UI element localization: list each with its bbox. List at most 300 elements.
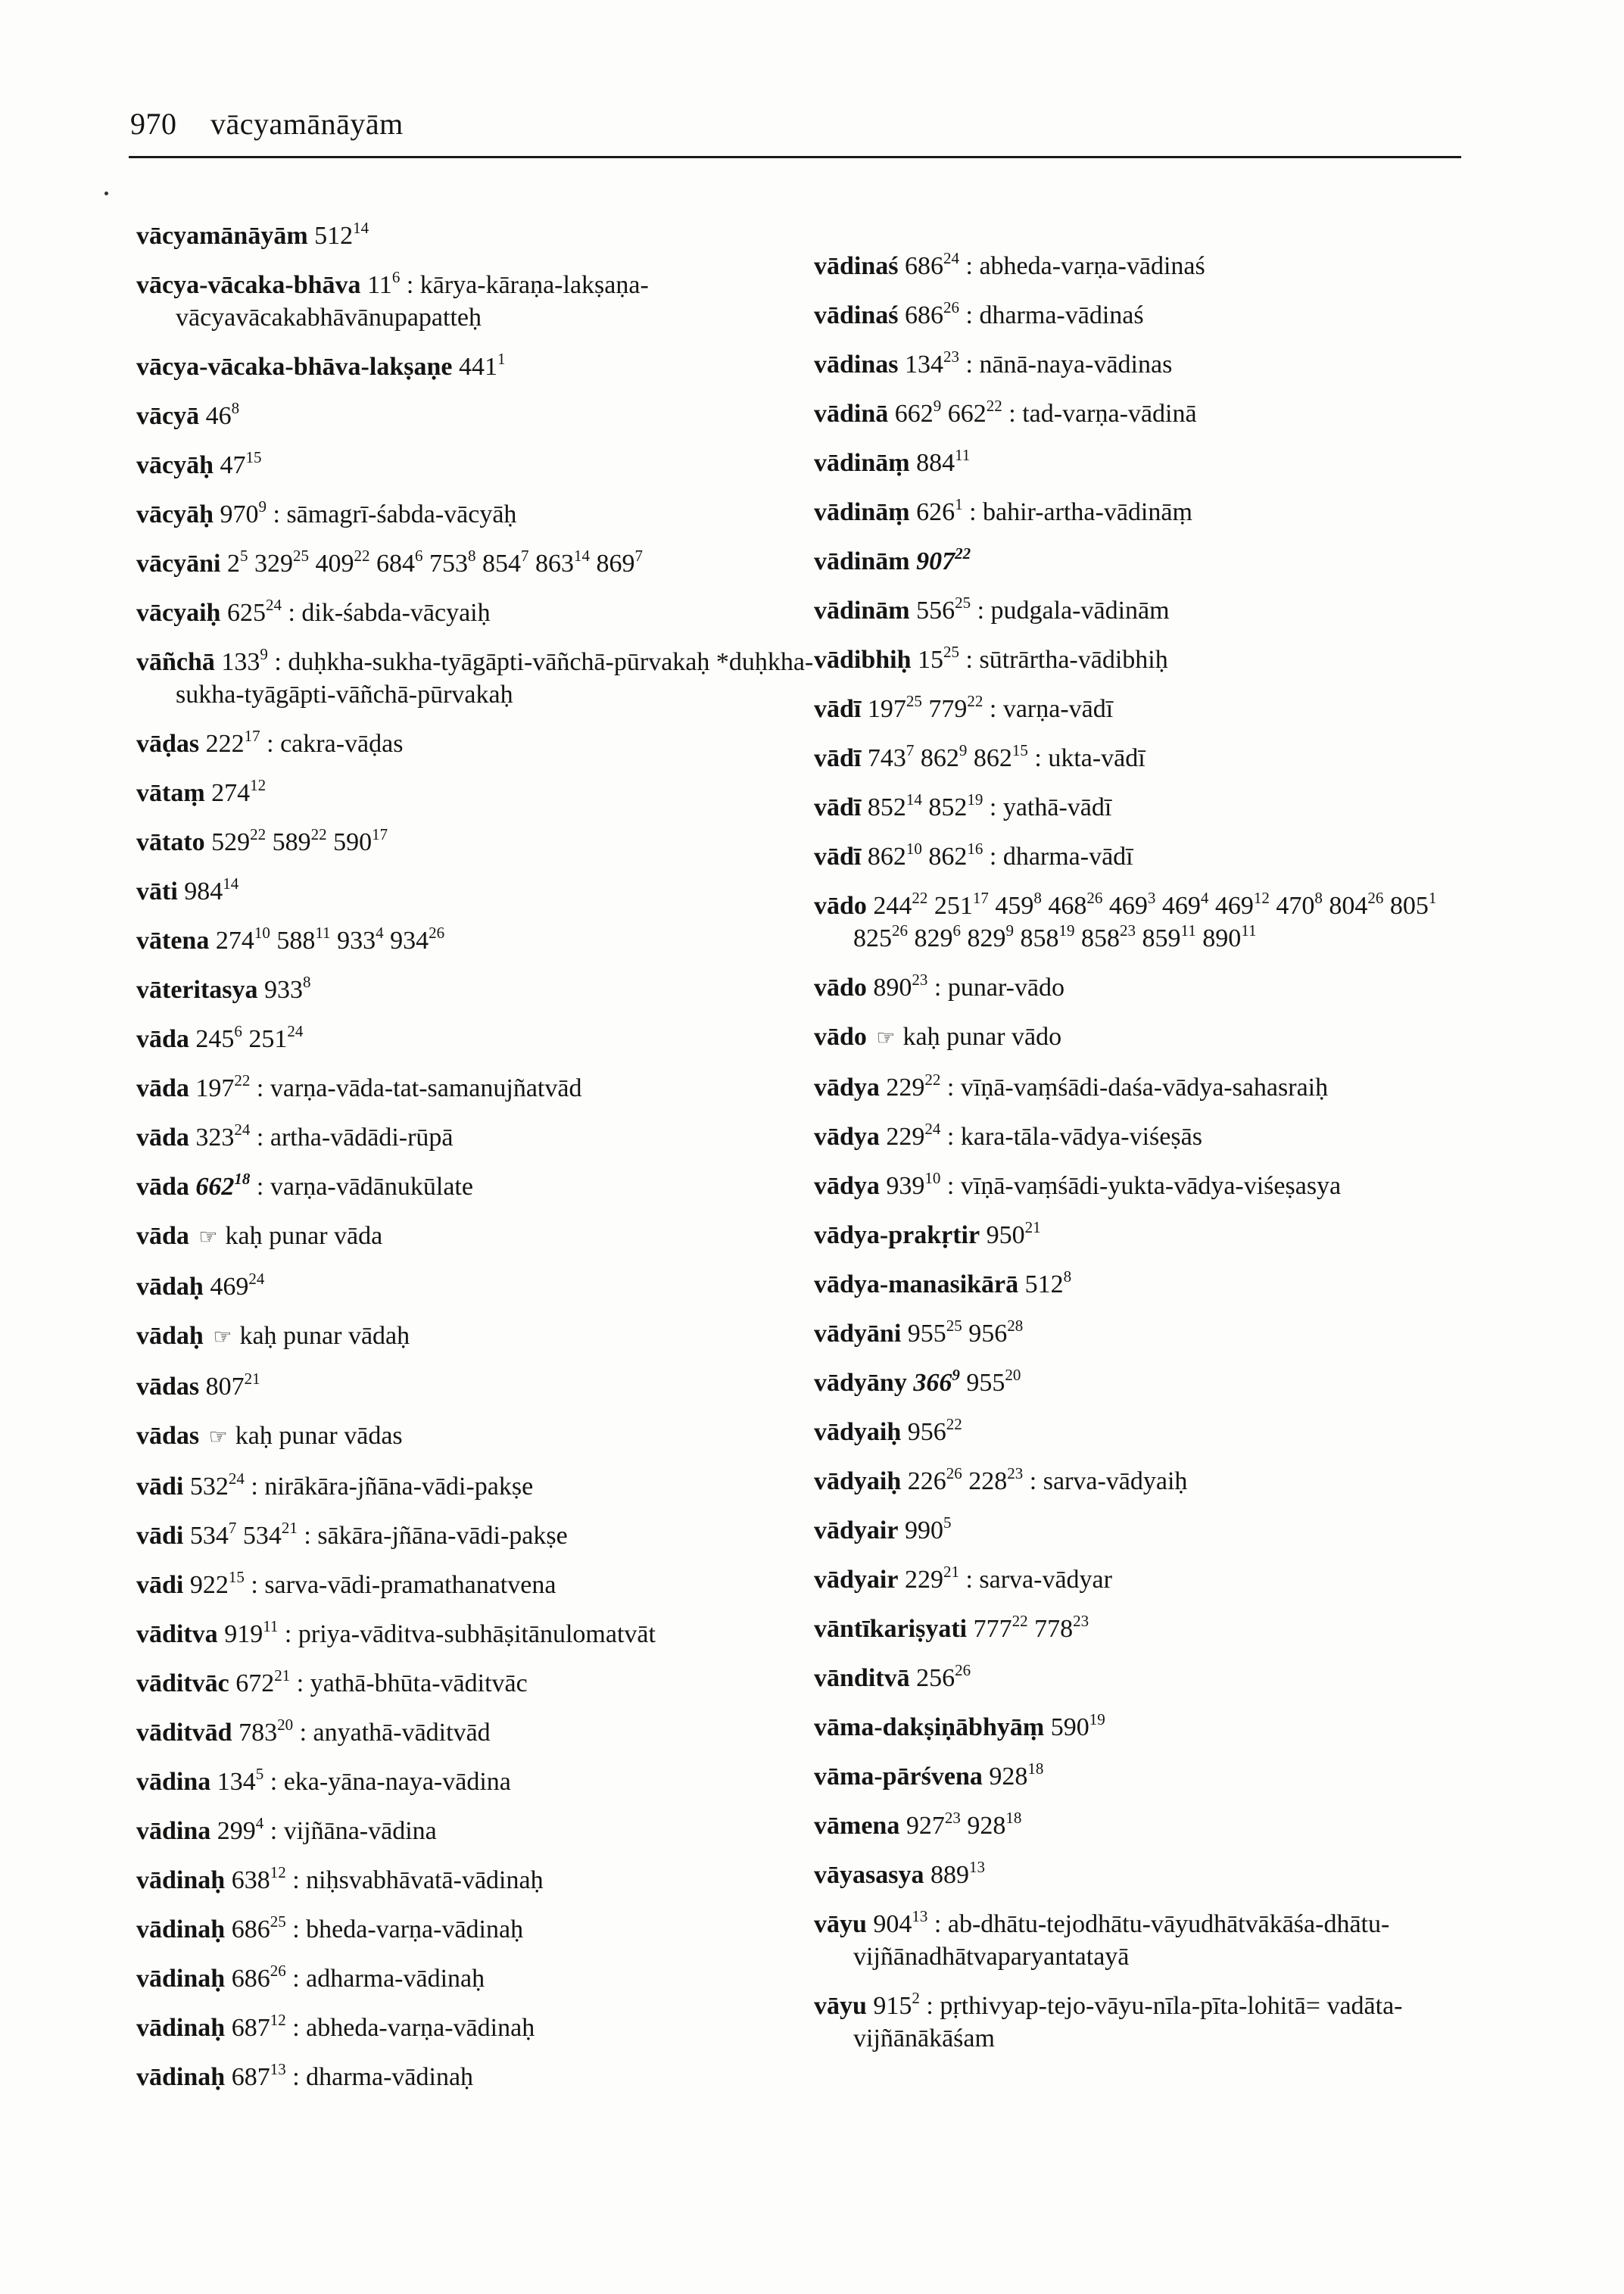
right-column: [814, 250, 1473, 2071]
entry-references: [913, 1366, 1021, 1397]
page-number-ref: 323: [195, 1124, 235, 1152]
index-entry: [136, 351, 821, 383]
page-reference: [210, 1270, 265, 1301]
line-number-ref: 15: [228, 1568, 245, 1586]
page-reference: [907, 1415, 962, 1446]
entry-gloss: cakra-vāḍas: [280, 730, 404, 758]
entry-references: [905, 298, 959, 329]
page-number-ref: 807: [205, 1373, 245, 1401]
entry-headword: vādī: [814, 695, 862, 723]
line-number-ref: 11: [263, 1617, 279, 1635]
page-reference: [1161, 889, 1209, 920]
page-number-ref: 197: [195, 1074, 235, 1102]
page-reference: [238, 1716, 294, 1747]
page-reference: [211, 776, 267, 807]
entry-references: [231, 2011, 286, 2042]
index-entry: [136, 547, 821, 580]
page-number-ref: 590: [333, 828, 372, 856]
gloss-separator: :: [293, 1719, 313, 1747]
margin-speck: [104, 192, 108, 195]
index-entry: [136, 777, 821, 809]
page-reference: [264, 973, 311, 1004]
page-reference: [231, 2011, 286, 2042]
index-entry: [136, 1962, 821, 1995]
page-number-ref: 933: [337, 927, 376, 955]
page-reference: [930, 1858, 985, 1889]
page-number-ref: 687: [231, 2063, 270, 2091]
gloss-separator: :: [983, 695, 1003, 723]
line-number-ref: 26: [943, 298, 959, 316]
entry-headword: vādinām: [814, 547, 910, 575]
line-number-ref: 18: [1027, 1759, 1044, 1778]
entry-headword: vādo: [814, 892, 867, 920]
gloss-separator: :: [962, 498, 983, 526]
page-reference: [934, 889, 989, 920]
index-entry: [136, 1913, 821, 1946]
entry-references: [907, 1464, 1024, 1495]
page-number-ref: 829: [914, 924, 953, 952]
entry-headword: vāntīkariṣyati: [814, 1615, 968, 1643]
page-number-ref: 534: [189, 1522, 229, 1550]
page-reference: [907, 1464, 962, 1495]
entry-gloss: varṇa-vādānukūlate: [270, 1173, 473, 1201]
line-number-ref: 10: [906, 840, 922, 858]
entry-headword: vādi: [136, 1522, 184, 1550]
gloss-separator: :: [940, 1172, 961, 1200]
line-number-ref: 24: [943, 249, 959, 267]
entry-references: [904, 1563, 959, 1594]
index-entry: [814, 1367, 1473, 1399]
entry-headword: vāda: [136, 1025, 189, 1053]
page-number-ref: 852: [928, 793, 968, 821]
line-number-ref: 5: [943, 1513, 952, 1532]
page-reference: [429, 547, 476, 578]
page-reference: [235, 1666, 291, 1697]
page-reference: [205, 1370, 260, 1401]
page-reference: [894, 397, 942, 428]
page-reference: [916, 1661, 971, 1692]
entry-references: [217, 1765, 264, 1796]
line-number-ref: 11: [1241, 921, 1257, 940]
page-number-ref: 251: [248, 1025, 288, 1053]
entry-headword: vādī: [814, 744, 862, 772]
page-number-ref: 955: [907, 1320, 946, 1348]
entry-gloss: nānā-naya-vādinas: [979, 351, 1173, 379]
page-number-ref: 133: [221, 648, 260, 676]
gloss-separator: :: [971, 597, 991, 625]
line-number-ref: 25: [906, 692, 922, 710]
index-entry: [814, 742, 1473, 775]
page-reference: [916, 544, 971, 575]
entry-headword: vādinā: [814, 400, 889, 428]
index-entry: [814, 1514, 1473, 1547]
page-reference: [314, 219, 369, 250]
line-number-ref: 24: [287, 1022, 304, 1040]
entry-gloss: vīṇā-vaṃśādi-daśa-vādya-sahasraiḥ: [960, 1074, 1329, 1102]
gloss-separator: :: [400, 271, 420, 299]
entry-headword: vādinām: [814, 597, 910, 625]
entry-references: [918, 643, 960, 674]
entry-headword: vāma-pārśvena: [814, 1763, 983, 1791]
entry-references: [904, 1513, 952, 1544]
entry-headword: vādināṃ: [814, 498, 910, 526]
line-number-ref: 13: [968, 1858, 985, 1876]
page-number-ref: 134: [905, 351, 943, 379]
line-number-ref: 22: [250, 825, 267, 843]
entry-gloss: dharma-vādinaś: [979, 301, 1144, 329]
entry-gloss: pṛthivyap-tejo-vāyu-nīla-pīta-lohitā= vadāta-vijñānākāśam: [853, 1992, 1403, 2052]
entry-headword: vātaṃ: [136, 779, 205, 807]
entry-headword: vāditvād: [136, 1719, 232, 1747]
entry-references: [867, 790, 983, 821]
line-number-ref: 14: [353, 219, 369, 237]
line-number-ref: 3: [1147, 889, 1156, 907]
page-number-ref: 904: [873, 1910, 912, 1938]
line-number-ref: 22: [946, 1415, 962, 1433]
line-number-ref: 10: [924, 1169, 941, 1187]
entry-references: [195, 1022, 304, 1053]
line-number-ref: 5: [239, 547, 248, 565]
line-number-ref: 25: [946, 1317, 962, 1335]
page-reference: [867, 741, 915, 772]
entry-references: [873, 971, 928, 1002]
index-entry: [136, 1470, 821, 1503]
page-reference: [905, 249, 959, 280]
gloss-separator: :: [927, 974, 948, 1002]
gloss-separator: :: [260, 730, 281, 758]
index-entry: [136, 1270, 821, 1303]
page-reference: [967, 921, 1015, 952]
page-number-ref: 779: [928, 695, 968, 723]
line-number-ref: 7: [520, 547, 529, 565]
page-number-ref: 468: [1048, 892, 1087, 920]
line-number-ref: 5: [255, 1765, 264, 1783]
entry-gloss: vijñāna-vādina: [283, 1817, 437, 1845]
entry-gloss: sarva-vādi-pramathanatvena: [264, 1571, 556, 1599]
line-number-ref: 12: [250, 776, 267, 794]
index-entry: [136, 875, 821, 908]
line-number-ref: 21: [943, 1563, 959, 1581]
page-reference: [189, 1568, 245, 1599]
page-reference: [189, 1470, 245, 1501]
line-number-ref: 2: [912, 1989, 920, 2007]
entry-gloss: kārya-kāraṇa-lakṣaṇa-vācyavācakabhāvānupapatteḥ: [176, 271, 649, 332]
page-reference: [535, 547, 590, 578]
entry-gloss: yathā-vādī: [1002, 793, 1112, 821]
entry-references: [905, 249, 959, 280]
page-reference: [968, 1317, 1024, 1348]
entry-headword: vādi: [136, 1571, 184, 1599]
page-number-ref: 858: [1020, 924, 1059, 952]
index-entry: [136, 1370, 821, 1403]
page-reference: [231, 1863, 286, 1894]
entry-headword: vāditva: [136, 1620, 218, 1648]
page-reference: [928, 692, 983, 723]
entry-gloss: ab-dhātu-tejodhātu-vāyudhātvākāśa-dhātu-vijñānadhātvaparyantatayā: [853, 1910, 1390, 1971]
line-number-ref: 12: [270, 2011, 286, 2029]
page-reference: [205, 727, 260, 758]
page-reference: [947, 397, 1002, 428]
entry-references: [907, 1415, 962, 1446]
page-number-ref: 672: [235, 1669, 275, 1697]
entry-headword: vādinaś: [814, 301, 899, 329]
entry-gloss: abheda-varṇa-vādinaś: [979, 252, 1205, 280]
page-number: 970: [130, 107, 177, 141]
entry-references: [210, 1270, 265, 1301]
line-number-ref: 22: [310, 825, 327, 843]
page-reference: [920, 741, 968, 772]
page-reference: [315, 547, 370, 578]
page-number-ref: 409: [315, 550, 354, 578]
entry-references: [916, 446, 971, 477]
page-reference: [973, 741, 1028, 772]
entry-headword: vādyair: [814, 1516, 899, 1544]
entry-references: [205, 727, 260, 758]
entry-gloss: kaḥ punar vādo: [902, 1023, 1062, 1051]
entry-references: [231, 2060, 286, 2091]
line-number-ref: 19: [1058, 921, 1075, 940]
line-number-ref: 22: [924, 1071, 941, 1089]
page-number-ref: 922: [189, 1571, 229, 1599]
entry-gloss: punar-vādo: [947, 974, 1065, 1002]
page-number-ref: 829: [967, 924, 1006, 952]
entry-references: [853, 889, 1437, 952]
page-number-ref: 686: [231, 1915, 270, 1943]
entry-gloss: kaḥ punar vāda: [225, 1222, 383, 1250]
page-reference: [231, 1912, 286, 1943]
line-number-ref: 11: [315, 924, 331, 942]
index-entry: [136, 449, 821, 482]
line-number-ref: 26: [270, 1962, 286, 1980]
line-number-ref: 23: [944, 1809, 961, 1827]
page-number-ref: 329: [254, 550, 293, 578]
line-number-ref: 23: [912, 971, 928, 989]
page-reference: [333, 825, 388, 856]
index-entry: [136, 1716, 821, 1749]
page-number-ref: 2: [226, 550, 240, 578]
index-entry: [136, 1667, 821, 1700]
page-reference: [337, 924, 384, 955]
entry-headword: vādyaiḥ: [814, 1467, 902, 1495]
page-reference: [853, 921, 908, 952]
entry-headword: vādyāni: [814, 1320, 902, 1348]
entry-gloss: tad-varṇa-vādinā: [1022, 400, 1197, 428]
gloss-separator: :: [263, 1817, 284, 1845]
line-number-ref: 7: [228, 1519, 237, 1537]
page-number-ref: 805: [1389, 892, 1429, 920]
index-entry: [136, 1420, 821, 1454]
line-number-ref: 1: [955, 495, 963, 513]
page-reference: [916, 594, 971, 625]
page-number-ref: 863: [535, 550, 574, 578]
index-entry: [136, 498, 821, 531]
page-number-ref: 589: [272, 828, 311, 856]
line-number-ref: 24: [265, 596, 282, 614]
page-reference: [217, 1765, 264, 1796]
entry-gloss: kara-tāla-vādya-viśeṣās: [960, 1123, 1202, 1151]
page-reference: [458, 350, 506, 381]
entry-gloss: adharma-vādinaḥ: [306, 1965, 485, 1993]
page-number-ref: 890: [873, 974, 912, 1002]
page-number-ref: 956: [907, 1418, 946, 1446]
index-entry: [814, 545, 1473, 578]
entry-headword: vādi: [136, 1473, 184, 1501]
page-reference: [873, 1907, 928, 1938]
page-number-ref: 743: [867, 744, 906, 772]
index-entry: [814, 1760, 1473, 1793]
index-entry: [814, 1809, 1473, 1842]
index-entry: [814, 1662, 1473, 1694]
page-reference: [989, 1759, 1044, 1791]
page-reference: [905, 298, 959, 329]
index-entry: [136, 1170, 821, 1203]
page-reference: [1034, 1612, 1089, 1643]
line-number-ref: 18: [234, 1170, 251, 1188]
line-number-ref: 20: [277, 1716, 294, 1734]
line-number-ref: 8: [303, 973, 311, 991]
entry-headword: vādo: [814, 974, 867, 1002]
gloss-separator: :: [297, 1522, 318, 1550]
entry-gloss: duḥkha-sukha-tyāgāpti-vāñchā-pūrvakaḥ *duḥkha-sukha-tyāgāpti-vāñchā-pūrvakaḥ: [176, 648, 814, 709]
page-number-ref: 862: [973, 744, 1012, 772]
page-number-ref: 783: [238, 1719, 278, 1747]
page-reference: [195, 1121, 251, 1152]
entry-references: [886, 1169, 941, 1200]
entry-gloss: bahir-artha-vādināṃ: [983, 498, 1192, 526]
entry-headword: vāyu: [814, 1992, 867, 2020]
line-number-ref: 22: [955, 544, 971, 563]
page-number-ref: 970: [220, 500, 259, 528]
entry-headword: vācyamānāyām: [136, 222, 308, 250]
entry-headword: vādya: [814, 1172, 880, 1200]
line-number-ref: 17: [244, 727, 260, 745]
page-reference: [226, 596, 282, 627]
entry-references: [231, 1912, 286, 1943]
entry-references: [195, 1121, 251, 1152]
page-number-ref: 245: [195, 1025, 235, 1053]
page-number-ref: 915: [873, 1992, 912, 2020]
index-entry: [814, 1416, 1473, 1448]
index-entry: [136, 1220, 821, 1254]
page-number-ref: 858: [1081, 924, 1120, 952]
line-number-ref: 8: [1033, 889, 1042, 907]
line-number-ref: 9: [952, 1366, 960, 1384]
index-entry: [136, 1618, 821, 1650]
entry-references: [235, 1666, 291, 1697]
line-number-ref: 9: [260, 645, 268, 663]
entry-headword: vāmena: [814, 1812, 900, 1840]
page-number-ref: 869: [596, 550, 635, 578]
page-reference: [906, 1809, 961, 1840]
page-reference: [1142, 921, 1196, 952]
page-number-ref: 862: [920, 744, 959, 772]
page-reference: [276, 924, 331, 955]
line-number-ref: 6: [234, 1022, 242, 1040]
entry-references: [916, 1661, 971, 1692]
entry-headword: vāḍas: [136, 730, 200, 758]
line-number-ref: 9: [933, 397, 942, 415]
line-number-ref: 4: [1200, 889, 1209, 907]
line-number-ref: 15: [245, 448, 262, 466]
line-number-ref: 24: [228, 1470, 245, 1488]
page-reference: [916, 446, 971, 477]
line-number-ref: 14: [223, 874, 239, 893]
entry-headword: vāñchā: [136, 648, 215, 676]
index-entry: [814, 1317, 1473, 1350]
gloss-separator: :: [983, 843, 1003, 871]
entry-gloss: sāmagrī-śabda-vācyāḥ: [286, 500, 517, 528]
page-number-ref: 229: [886, 1074, 925, 1102]
entry-gloss: yathā-bhūta-vāditvāc: [310, 1669, 528, 1697]
gloss-separator: :: [250, 1124, 270, 1152]
line-number-ref: 25: [955, 594, 971, 612]
page-number-ref: 469: [1214, 892, 1254, 920]
line-number-ref: 19: [1089, 1710, 1105, 1728]
page-reference: [1389, 889, 1437, 920]
line-number-ref: 8: [1314, 889, 1323, 907]
entry-headword: vādī: [814, 843, 862, 871]
entry-headword: vānditvā: [814, 1664, 910, 1692]
entry-gloss: sākāra-jñāna-vādi-pakṣe: [317, 1522, 568, 1550]
page-reference: [995, 889, 1042, 920]
page-number-ref: 46: [205, 402, 232, 430]
page-number-ref: 862: [867, 843, 906, 871]
line-number-ref: 24: [248, 1270, 265, 1288]
page-number-ref: 366: [913, 1369, 952, 1397]
entry-references: [886, 1120, 941, 1151]
page-number-ref: 47: [220, 451, 246, 479]
page-number-ref: 919: [224, 1620, 263, 1648]
page-number-ref: 825: [853, 924, 892, 952]
entry-gloss: varṇa-vāda-tat-samanujñatvād: [270, 1074, 582, 1102]
page-reference: [226, 547, 248, 578]
entry-references: [217, 1814, 264, 1845]
line-number-ref: 13: [912, 1907, 928, 1925]
header-rule: [129, 156, 1461, 158]
page-reference: [973, 1612, 1028, 1643]
line-number-ref: 8: [231, 399, 240, 417]
entry-headword: vādinaḥ: [136, 1866, 226, 1894]
index-entry: [814, 1613, 1473, 1645]
page-reference: [1024, 1267, 1072, 1298]
page-number-ref: 686: [905, 252, 943, 280]
page-reference: [967, 1809, 1022, 1840]
page-number-ref: 244: [873, 892, 912, 920]
index-entry: [136, 646, 821, 711]
entry-headword: vāma-dakṣiṇābhyāṃ: [814, 1713, 1045, 1741]
page-reference: [272, 825, 327, 856]
index-entry: [136, 728, 821, 760]
entry-headword: vāti: [136, 877, 178, 905]
line-number-ref: 16: [967, 840, 983, 858]
page-reference: [1276, 889, 1323, 920]
index-entry: [814, 1268, 1473, 1301]
page-number-ref: 862: [928, 843, 968, 871]
index-entry: [814, 1465, 1473, 1498]
page-number-ref: 529: [211, 828, 251, 856]
entry-gloss: dik-śabda-vācyaiḥ: [301, 599, 491, 627]
page-number-ref: 927: [906, 1812, 945, 1840]
entry-gloss: kaḥ punar vādaḥ: [239, 1322, 410, 1350]
gloss-separator: :: [919, 1992, 940, 2020]
entry-gloss: sarva-vādyar: [979, 1566, 1112, 1594]
index-entry: [136, 826, 821, 859]
gloss-separator: :: [983, 793, 1003, 821]
index-entry: [814, 447, 1473, 479]
page-number-ref: 928: [989, 1763, 1028, 1791]
entry-headword: vāda: [136, 1222, 189, 1250]
line-number-ref: 22: [234, 1071, 251, 1089]
